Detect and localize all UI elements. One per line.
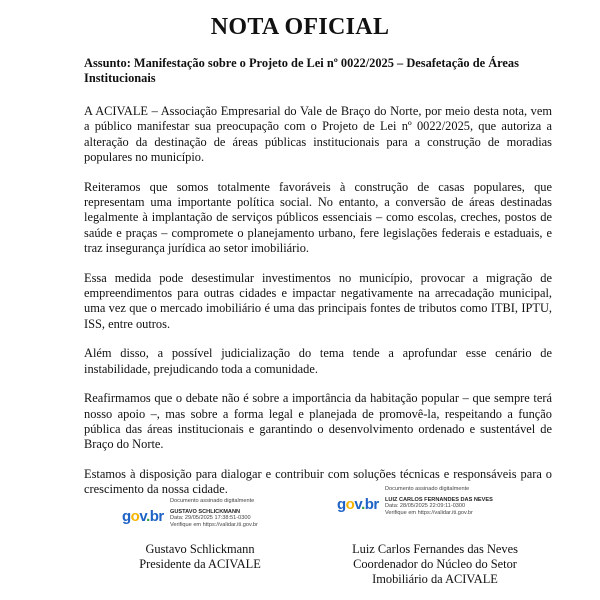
signature-block-1 (110, 542, 290, 572)
govbr-logo-icon: gov.br (122, 508, 164, 525)
govbr-logo-icon: gov.br (337, 496, 379, 513)
document-body (84, 104, 552, 512)
signature-block-2 (330, 542, 540, 586)
digital-signature-stamp-1 (122, 498, 282, 538)
signatory-role: Presidente da ACIVALE (139, 556, 261, 571)
signatory-role: Imobiliário da ACIVALE (372, 571, 498, 586)
paragraph-intro: A ACIVALE – Associação Empresarial do Vale de Braço do Norte, por meio desta nota, vem a público manifestar sua preocupação com o Projeto de Lei nº 0022/2025, que autoriza a alteração da destinação de áreas públicas institucionais para a construção de moradias populares no município. (84, 104, 552, 165)
digital-signature-stamp-2 (337, 486, 507, 526)
subject-line: Assunto: Manifestação sobre o Projeto de Lei nº 0022/2025 – Desafetação de Áreas Institucionais (84, 56, 519, 85)
paragraph-judicialization: Além disso, a possível judicialização do tema tende a aprofundar esse cenário de instabilidade, prejudicando toda a comunidade. (84, 346, 552, 376)
stamp-text-1: Documento assinado digitalmente GUSTAVO SCHLICKMANN Data: 29/05/2025 17:38:51-0300 Verifique em https://validar.iti.gov.br (170, 498, 258, 528)
document-title: NOTA OFICIAL (210, 14, 390, 40)
signatory-name: Gustavo Schlickmann (145, 542, 255, 556)
paragraph-reiteration: Reiteramos que somos totalmente favoráveis à construção de casas populares, que representam uma importante política social. No entanto, a conversão de áreas destinadas legalmente à implantação de serviços públicos essenciais – como escolas, creches, postos de saúde e praças – compromete o planejamento urbano, fere legislações federais e estaduais, e traz insegurança jurídica ao setor imobiliário. (84, 179, 552, 256)
paragraph-closing: Estamos à disposição para dialogar e contribuir com soluções técnicas e responsáveis para o crescimento da nossa cidade. (84, 466, 552, 497)
stamp-text-2: Documento assinado digitalmente LUIZ CARLOS FERNANDES DAS NEVES Data: 28/05/2025 22:09:11-0300 Verifique em https://validar.iti.gov.br (385, 486, 493, 516)
paragraph-impact: Essa medida pode desestimular investimentos no município, provocar a migração de empreendimentos para outras cidades e impactar negativamente na arrecadação municipal, uma vez que o mercado imobiliário é uma das principais fontes de tributos como ITBI, IPTU, ISS, entre outros. (84, 270, 552, 331)
signatory-name: Luiz Carlos Fernandes das Neves (352, 542, 518, 556)
signatory-role: Coordenador do Núcleo do Setor (353, 556, 517, 571)
paragraph-reaffirmation: Reafirmamos que o debate não é sobre a importância da habitação popular – que sempre terá nosso apoio –, mas sobre a forma legal e planejada de promovê-la, respeitando a função pública das áreas institucionais e garantindo o desenvolvimento ordenado e sustentável de Braço do Norte. (84, 391, 552, 452)
